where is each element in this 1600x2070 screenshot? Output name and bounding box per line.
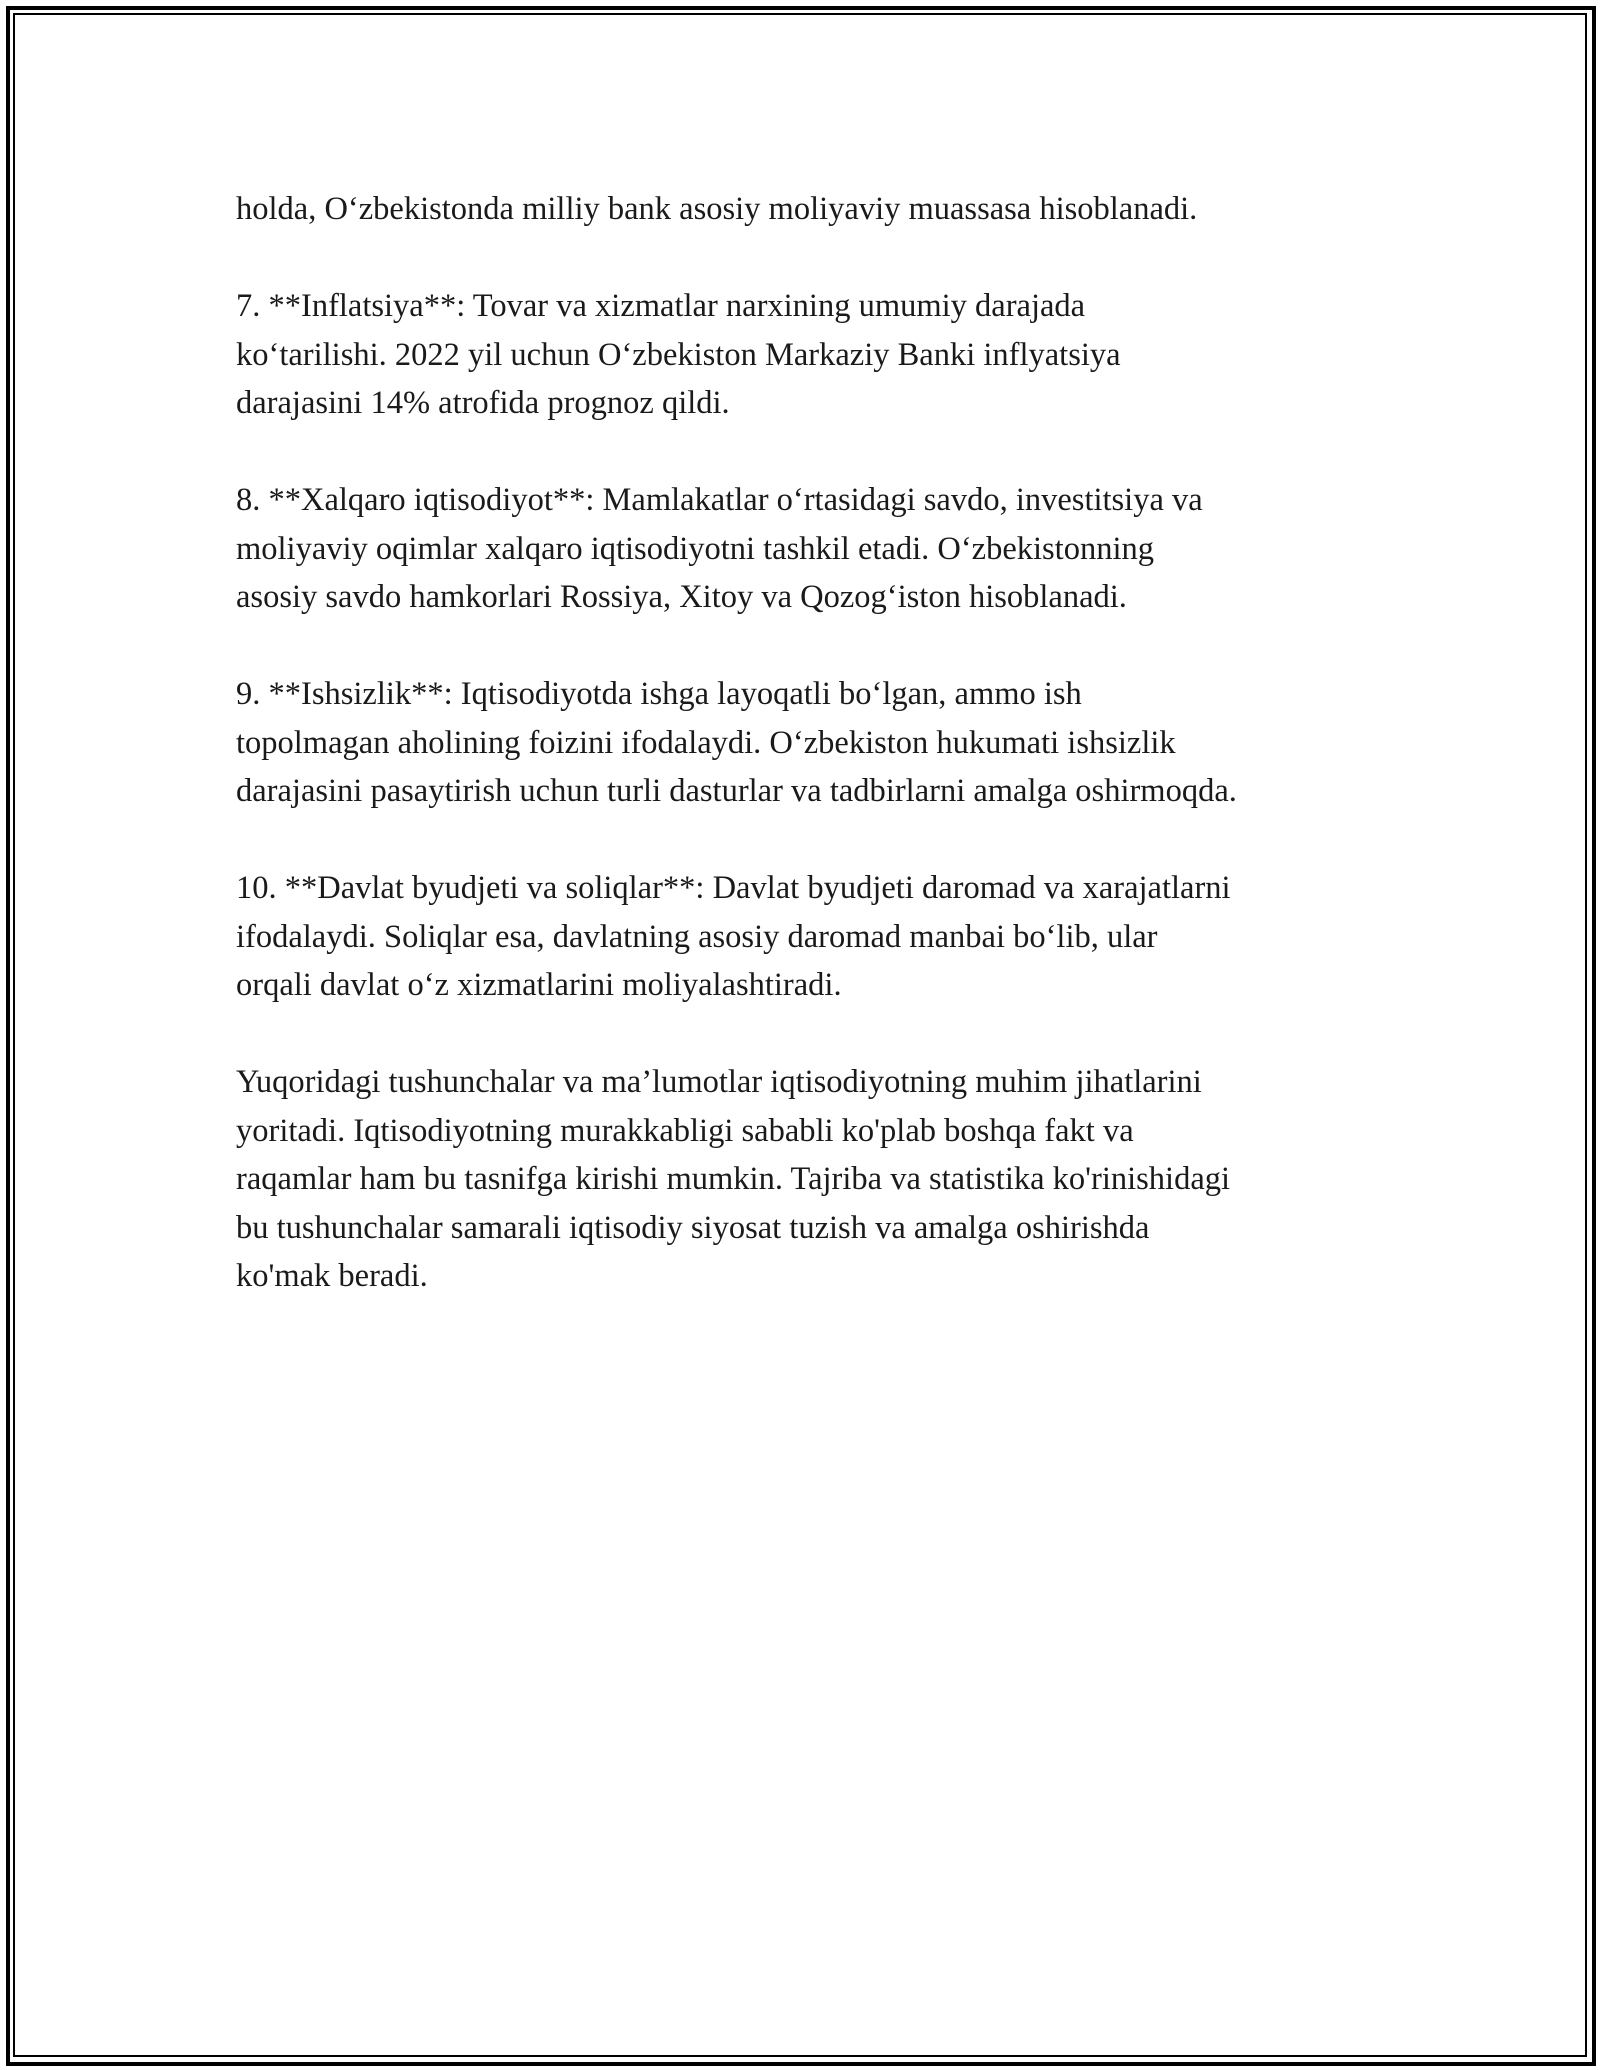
paragraph-international-economy (236, 476, 1386, 622)
paragraph-unemployment (236, 670, 1386, 816)
text-line: 8. **Xalqaro iqtisodiyot**: Mamlakatlar o‘rtasidagi savdo, investitsiya va (236, 482, 1203, 518)
text-line: ifodalaydi. Soliqlar esa, davlatning asosiy daromad manbai bo‘lib, ular (236, 918, 1158, 955)
paragraph-continuation (236, 185, 1386, 234)
text-line: holda, O‘zbekistonda milliy bank asosiy moliyaviy muassasa hisoblanadi. (236, 191, 1198, 227)
text-line: Yuqoridagi tushunchalar va ma’lumotlar iqtisodiyotning muhim jihatlarini (236, 1064, 1202, 1100)
text-line: orqali davlat o‘z xizmatlarini moliyalashtiradi. (236, 967, 842, 1003)
paragraph-inflation (236, 282, 1386, 428)
text-line: moliyaviy oqimlar xalqaro iqtisodiyotni tashkil etadi. O‘zbekistonning (236, 530, 1154, 567)
text-line: 7. **Inflatsiya**: Tovar va xizmatlar narxining umumiy darajada (236, 288, 1086, 324)
text-line: ko‘tarilishi. 2022 yil uchun O‘zbekiston Markaziy Banki inflyatsiya (236, 336, 1121, 373)
text-line: asosiy savdo hamkorlari Rossiya, Xitoy va Qozog‘iston hisoblanadi. (236, 579, 1127, 615)
paragraph-state-budget (236, 864, 1386, 1010)
text-line: yoritadi. Iqtisodiyotning murakkabligi sababli ko'plab boshqa fakt va (236, 1112, 1134, 1149)
text-line: topolmagan aholining foizini ifodalaydi. O‘zbekiston hukumati ishsizlik (236, 724, 1176, 761)
text-line: 10. **Davlat byudjeti va soliqlar**: Davlat byudjeti daromad va xarajatlarni (236, 870, 1231, 906)
text-line: 9. **Ishsizlik**: Iqtisodiyotda ishga layoqatli bo‘lgan, ammo ish (236, 676, 1082, 712)
text-line: darajasini pasaytirish uchun turli dasturlar va tadbirlarni amalga oshirmoqda. (236, 773, 1237, 809)
text-line: ko'mak beradi. (236, 1258, 428, 1294)
text-line: darajasini 14% atrofida prognoz qildi. (236, 385, 730, 421)
text-line: raqamlar ham bu tasnifga kirishi mumkin. Tajriba va statistika ko'rinishidagi (236, 1161, 1231, 1197)
paragraph-conclusion (236, 1058, 1386, 1301)
document-body (236, 185, 1386, 1349)
text-line: bu tushunchalar samarali iqtisodiy siyosat tuzish va amalga oshirishda (236, 1209, 1150, 1246)
